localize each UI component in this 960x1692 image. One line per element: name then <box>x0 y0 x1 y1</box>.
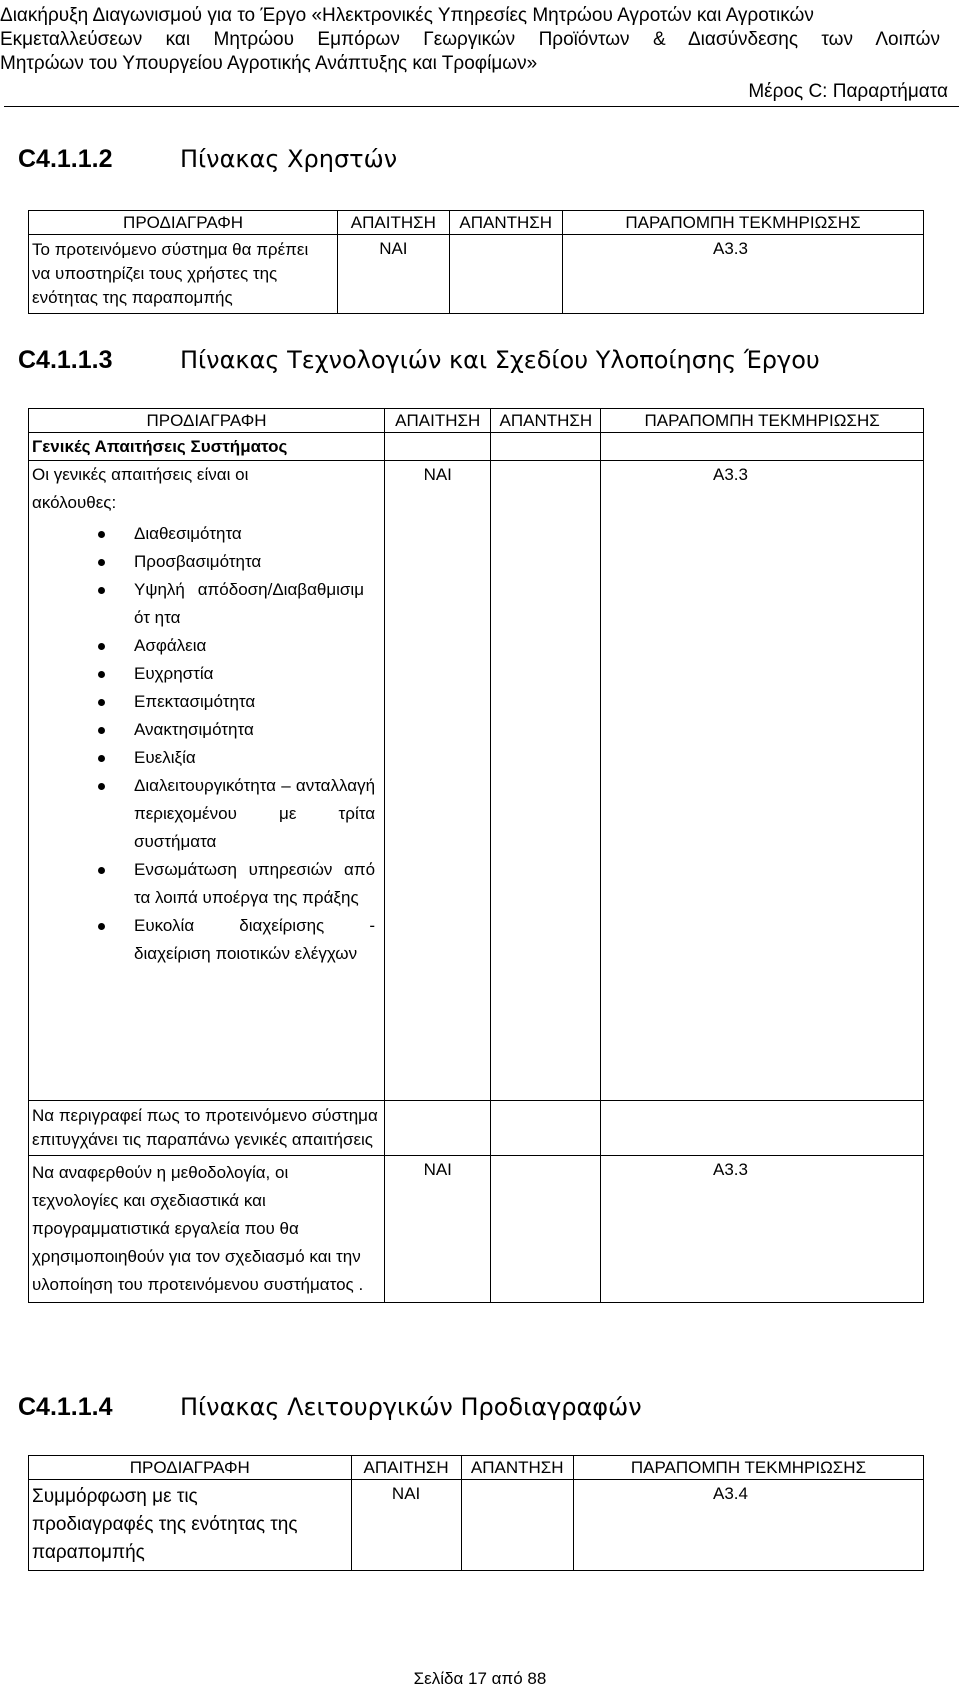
list-item-text: Διαλειτουργικότητα – ανταλλαγή περιεχομένου με τρίτα συστήματα <box>134 776 376 851</box>
title-line-2: Εκμεταλλεύσεων και Μητρώου Εμπόρων Γεωργικών Προϊόντων & Διασύνδεσης των Λοιπών <box>0 29 940 50</box>
cell-spec: Να περιγραφεί πως το προτεινόμενο σύστημα επιτυγχάνει τις παραπάνω γενικές απαιτήσεις <box>29 1101 385 1156</box>
cell-req: ΝΑΙ <box>385 1156 491 1303</box>
empty-cell <box>491 433 601 461</box>
cell-ref: Α3.4 <box>573 1480 923 1571</box>
empty-cell <box>385 433 491 461</box>
technologies-table <box>28 408 924 1303</box>
cell-ans <box>461 1480 573 1571</box>
list-item <box>32 744 381 772</box>
cell-req <box>385 1101 491 1156</box>
document-title <box>0 4 940 76</box>
list-item-text: Επεκτασιμότητα <box>134 692 256 711</box>
list-item <box>32 912 381 968</box>
header-ref: ΠΑΡΑΠΟΜΠΗ ΤΕΚΜΗΡΙΩΣΗΣ <box>601 409 924 433</box>
cell-ref <box>601 1101 924 1156</box>
cell-ref: Α3.3 <box>601 1156 924 1303</box>
group-row <box>29 433 924 461</box>
table-row <box>29 1480 924 1571</box>
table-header-row <box>29 409 924 433</box>
cell-spec <box>29 461 385 1101</box>
header-ans: ΑΠΑΝΤΗΣΗ <box>461 1456 573 1480</box>
cell-spec: Να αναφερθούν η μεθοδολογία, οι τεχνολογίες και σχεδιαστικά και προγραμματιστικά εργαλεία που θα χρησιμοποιηθούν για τον σχεδιασμό και την υλοποίηση του προτεινόμενου συστήματος . <box>29 1156 385 1303</box>
cell-spec: Το προτεινόμενο σύστημα θα πρέπει να υποστηρίζει τους χρήστες της ενότητας της παραπομπής <box>29 235 338 314</box>
list-item-text: Ενσωμάτωση υπηρεσιών από τα λοιπά υποέργα της πράξης <box>134 860 376 907</box>
empty-cell <box>601 433 924 461</box>
bullet-icon <box>98 671 105 678</box>
table-row <box>29 235 924 314</box>
list-item <box>32 772 381 856</box>
list-item-text: Ευχρηστία <box>134 664 214 683</box>
list-item <box>32 688 381 716</box>
header-spec: ΠΡΟΔΙΑΓΡΑΦΗ <box>29 1456 352 1480</box>
header-spec: ΠΡΟΔΙΑΓΡΑΦΗ <box>29 211 338 235</box>
header-spec: ΠΡΟΔΙΑΓΡΑΦΗ <box>29 409 385 433</box>
header-ref: ΠΑΡΑΠΟΜΠΗ ΤΕΚΜΗΡΙΩΣΗΣ <box>573 1456 923 1480</box>
list-item <box>32 520 381 548</box>
table-row <box>29 1101 924 1156</box>
header-ans: ΑΠΑΝΤΗΣΗ <box>449 211 562 235</box>
cell-ans <box>491 461 601 1101</box>
users-table <box>28 210 924 314</box>
list-item <box>32 660 381 688</box>
list-item-text: Ευελιξία <box>134 748 196 767</box>
list-item <box>32 716 381 744</box>
requirements-list <box>32 520 381 968</box>
list-item-text: Ασφάλεια <box>134 636 207 655</box>
list-item-text: Προσβασιμότητα <box>134 552 262 571</box>
header-req: ΑΠΑΙΤΗΣΗ <box>385 409 491 433</box>
section-title: Πίνακας Χρηστών <box>180 145 398 173</box>
cell-ref: Α3.3 <box>601 461 924 1101</box>
bullet-icon <box>98 867 105 874</box>
bullet-icon <box>98 783 105 790</box>
header-req: ΑΠΑΙΤΗΣΗ <box>338 211 449 235</box>
cell-ans <box>491 1101 601 1156</box>
bullet-icon <box>98 699 105 706</box>
title-line-3: Μητρώων του Υπουργείου Αγροτικής Ανάπτυξης και Τροφίμων» <box>0 53 538 74</box>
section-title: Πίνακας Τεχνολογιών και Σχεδίου Υλοποίησης Έργου <box>180 346 820 374</box>
list-item <box>32 632 381 660</box>
bullet-icon <box>98 923 105 930</box>
list-item <box>32 856 381 912</box>
list-item <box>32 576 381 632</box>
functional-specs-table <box>28 1455 924 1571</box>
cell-ans <box>491 1156 601 1303</box>
list-item-text: Υψηλή απόδοση/Διαβαθμισιμότ ητα <box>134 580 364 627</box>
section-number: C4.1.1.3 <box>18 346 113 374</box>
document-part: Μέρος C: Παραρτήματα <box>748 81 948 102</box>
header-ref: ΠΑΡΑΠΟΜΠΗ ΤΕΚΜΗΡΙΩΣΗΣ <box>562 211 923 235</box>
cell-ref: Α3.3 <box>562 235 923 314</box>
page-number: Σελίδα 17 από 88 <box>413 1669 547 1688</box>
bullet-icon <box>98 727 105 734</box>
cell-req: ΝΑΙ <box>351 1480 461 1571</box>
bullet-icon <box>98 559 105 566</box>
list-item-text: Διαθεσιμότητα <box>134 524 242 543</box>
section-number: C4.1.1.4 <box>18 1393 113 1421</box>
cell-req: ΝΑΙ <box>338 235 449 314</box>
group-title: Γενικές Απαιτήσεις Συστήματος <box>29 433 385 461</box>
header-divider <box>4 106 959 107</box>
table-row <box>29 461 924 1101</box>
section-number: C4.1.1.2 <box>18 145 113 173</box>
header-ans: ΑΠΑΝΤΗΣΗ <box>491 409 601 433</box>
spec-intro: Οι γενικές απαιτήσεις είναι οι ακόλουθες: <box>32 465 249 512</box>
cell-req: ΝΑΙ <box>385 461 491 1101</box>
bullet-icon <box>98 587 105 594</box>
table-header-row <box>29 211 924 235</box>
cell-ans <box>449 235 562 314</box>
table-row <box>29 1156 924 1303</box>
cell-spec: Συμμόρφωση με τις προδιαγραφές της ενότητας της παραπομπής <box>29 1480 352 1571</box>
bullet-icon <box>98 643 105 650</box>
section-title: Πίνακας Λειτουργικών Προδιαγραφών <box>180 1393 642 1421</box>
bullet-icon <box>98 755 105 762</box>
header-req: ΑΠΑΙΤΗΣΗ <box>351 1456 461 1480</box>
title-line-1: Διακήρυξη Διαγωνισμού για το Έργο «Ηλεκτρονικές Υπηρεσίες Μητρώου Αγροτών και Αγροτικών <box>0 5 814 26</box>
list-item-text: Ανακτησιμότητα <box>134 720 254 739</box>
bullet-icon <box>98 531 105 538</box>
table-header-row <box>29 1456 924 1480</box>
list-item-text: Ευκολία διαχείρισης - διαχείριση ποιοτικών ελέγχων <box>134 916 376 963</box>
list-item <box>32 548 381 576</box>
